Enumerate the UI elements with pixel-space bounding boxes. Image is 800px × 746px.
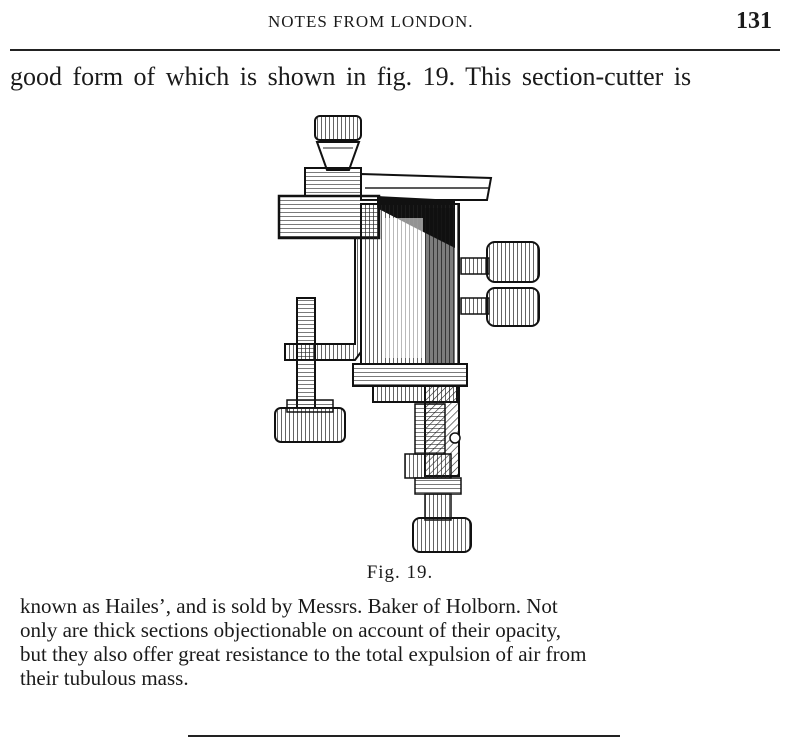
body-paragraph	[20, 594, 785, 690]
paragraph-line: but they also offer great resistance to the total expulsion of air from	[20, 642, 587, 666]
running-head	[0, 8, 800, 38]
footer-rule	[188, 735, 620, 737]
header-rule	[10, 49, 780, 51]
paragraph-line: only are thick sections objectionable on account of their opacity,	[20, 618, 561, 642]
section-cutter-drawing	[265, 108, 555, 558]
paragraph-line: their tubulous mass.	[20, 666, 189, 690]
figure-section-cutter-illustration	[265, 108, 555, 558]
paragraph-line: known as Hailes’, and is sold by Messrs. Baker of Holborn. Not	[20, 594, 558, 618]
text-line-above-figure: good form of which is shown in fig. 19. This section-cutter is	[10, 62, 692, 91]
running-title: NOTES FROM LONDON.	[268, 12, 474, 31]
page-number: 131	[736, 8, 772, 34]
figure-caption: Fig. 19.	[366, 562, 434, 583]
